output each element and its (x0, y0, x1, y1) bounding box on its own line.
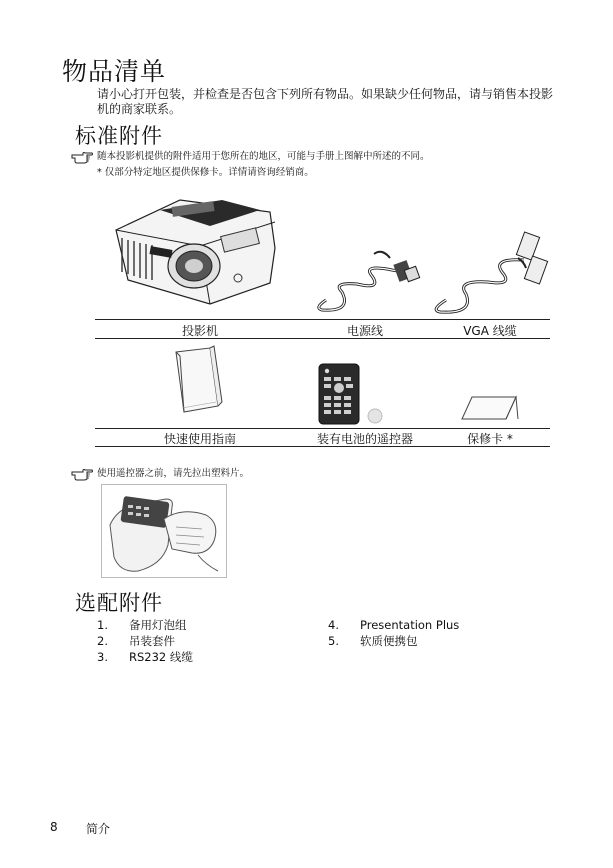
table-rule (95, 338, 550, 339)
caption-quick-guide: 快速使用指南 (163, 432, 236, 446)
optional-list-left (97, 617, 193, 665)
remote-control-image (315, 362, 395, 426)
intro-paragraph: 请小心打开包装，并检查是否包含下列所有物品。如果缺少任何物品，请与销售本投影机的商家联系。 (97, 87, 554, 116)
warranty-footnote: * 仅部分特定地区提供保修卡。详情请咨询经销商。 (97, 167, 314, 178)
list-item: 3. RS232 线缆 (97, 650, 193, 664)
remote-tab-photo (101, 484, 227, 578)
page-number: 8 (50, 820, 58, 834)
power-cord-image (312, 242, 422, 314)
caption-remote: 装有电池的遥控器 (316, 432, 413, 446)
region-note: 随本投影机提供的附件适用于您所在的地区，可能与手册上图解中所述的不同。 (97, 151, 430, 162)
warranty-card-image (458, 393, 520, 423)
table-rule (95, 319, 550, 320)
list-item: 2. 吊装套件 (97, 634, 175, 648)
caption-power-cord: 电源线 (346, 324, 383, 338)
remote-note: 使用遥控器之前，请先拉出塑料片。 (97, 468, 250, 479)
projector-image (110, 188, 280, 308)
optional-list-right (328, 617, 459, 649)
footer-section-label: 简介 (86, 822, 111, 836)
optional-accessories-heading: 选配附件 (75, 591, 163, 615)
page-title: 物品清单 (62, 57, 167, 86)
list-item: 1. 备用灯泡组 (97, 618, 187, 632)
list-item: 5. 软质便携包 (328, 634, 418, 648)
pointing-hand-icon (71, 467, 93, 481)
caption-projector: 投影机 (181, 324, 218, 338)
caption-vga-cable: VGA 线缆 (463, 324, 517, 338)
table-rule (95, 446, 550, 447)
caption-warranty-card: 保修卡 * (467, 432, 513, 446)
table-rule (95, 428, 550, 429)
quick-guide-image (170, 342, 230, 416)
pointing-hand-icon (71, 150, 93, 164)
list-item: 4. Presentation Plus (328, 618, 460, 632)
standard-accessories-heading: 标准附件 (75, 124, 163, 148)
vga-cable-image (428, 228, 553, 316)
